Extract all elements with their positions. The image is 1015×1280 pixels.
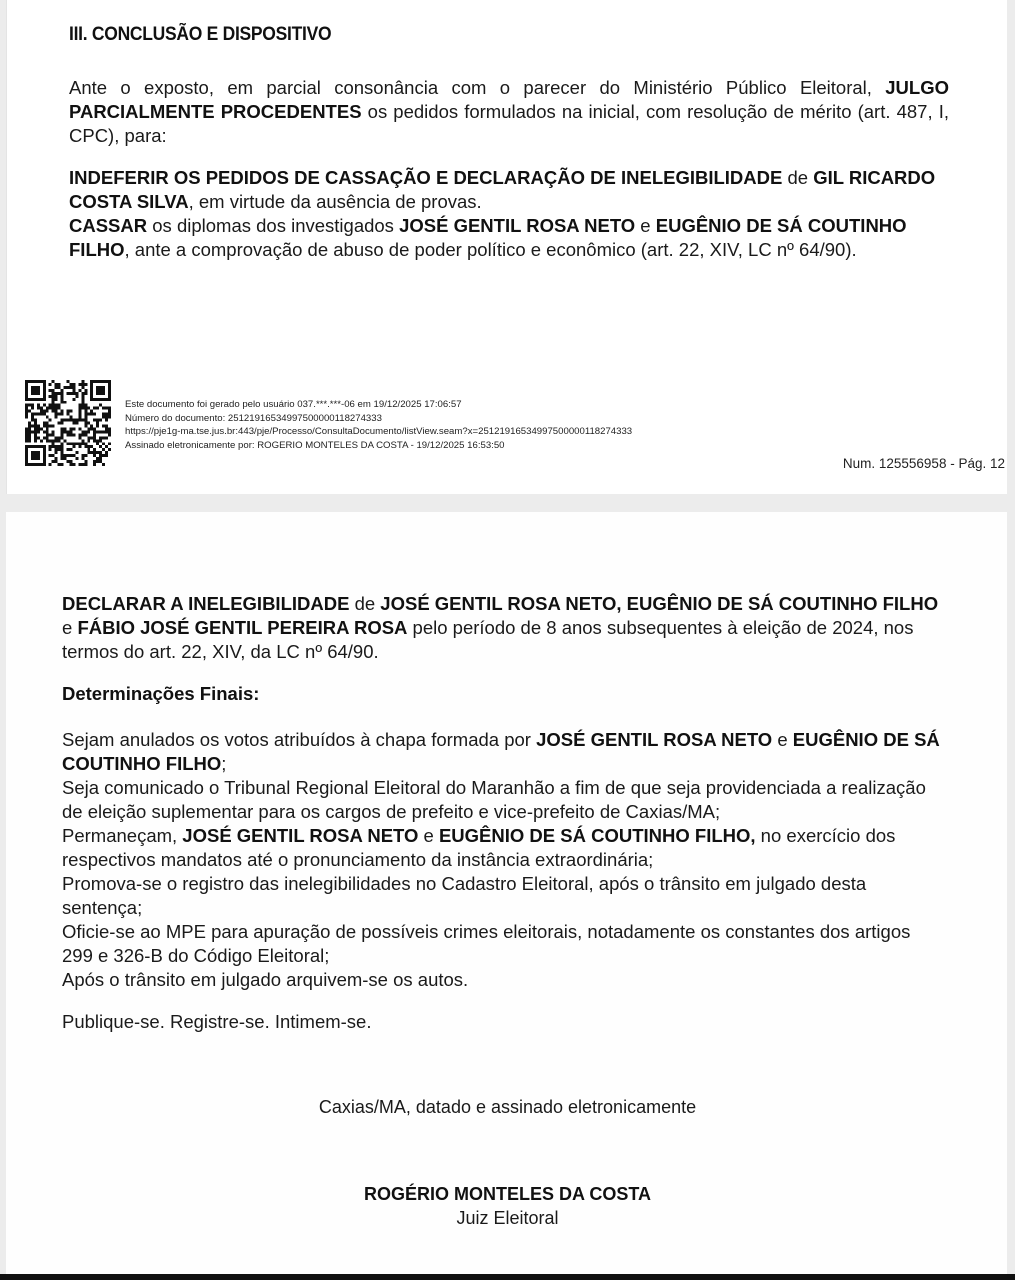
item-name: JOSÉ GENTIL ROSA NETO (536, 729, 773, 750)
publique-line: Publique-se. Registre-se. Intimem-se. (62, 1011, 372, 1032)
determinacoes-list (62, 728, 942, 992)
item-text: ; (221, 753, 227, 774)
item-text: e (418, 825, 439, 846)
disposition-cassar (69, 214, 939, 262)
determinacao-item: Após o trânsito em julgado arquivem-se os autos. (62, 969, 469, 990)
indeferir-verb: INDEFERIR OS PEDIDOS DE CASSAÇÃO E DECLARAÇÃO DE INELEGIBILIDADE (69, 167, 783, 188)
section-heading: III. CONCLUSÃO E DISPOSITIVO (69, 24, 332, 45)
cassar-verb: CASSAR (69, 215, 148, 236)
item-text: no exercício dos respectivos mandatos até o pronunciamento da instância extraordinária; (62, 825, 896, 870)
declarar-names: JOSÉ GENTIL ROSA NETO, EUGÊNIO DE SÁ COUTINHO FILHO (380, 593, 939, 614)
intro-paragraph (69, 76, 949, 148)
item-name: JOSÉ GENTIL ROSA NETO (182, 825, 419, 846)
cassar-text: os diplomas dos investigados (147, 215, 400, 236)
cassar-name-2: EUGÊNIO DE SÁ COUTINHO FILHO (69, 215, 907, 260)
document-metadata (125, 398, 632, 452)
signatory-role: Juiz Eleitoral (456, 1208, 559, 1228)
generated-by-line: Este documento foi gerado pelo usuário 037.***.***-06 em 19/12/2025 17:06:57 (125, 399, 462, 410)
bottom-edge (0, 1274, 1015, 1280)
declarar-verb: DECLARAR A INELEGIBILIDADE (62, 593, 350, 614)
declarar-text-3: pelo período de 8 anos subsequentes à eleição de 2024, nos termos do art. 22, XIV, da LC nº 64/90. (62, 617, 914, 662)
declarar-name-3: FÁBIO JOSÉ GENTIL PEREIRA ROSA (77, 617, 408, 638)
disposition-declarar (62, 592, 942, 664)
place-and-date: Caxias/MA, datado e assinado eletronicamente (318, 1097, 697, 1117)
item-text: Sejam anulados os votos atribuídos à chapa formada por (62, 729, 537, 750)
cassar-text-2: e (635, 215, 656, 236)
dispositions-block (69, 166, 939, 262)
signatory-name: ROGÉRIO MONTELES DA COSTA (363, 1184, 651, 1204)
declarar-text-2: e (62, 617, 78, 638)
item-text: e (772, 729, 793, 750)
cassar-name-1: JOSÉ GENTIL ROSA NETO (399, 215, 636, 236)
indeferir-text: de (782, 167, 814, 188)
signed-by-line: Assinado eletronicamente por: ROGERIO MONTELES DA COSTA - 19/12/2025 16:53:50 (125, 439, 505, 451)
cassar-text-3: , ante a comprovação de abuso de poder político e econômico (art. 22, XIV, LC nº 64/90). (124, 239, 857, 260)
document-number-line: Número do documento: 25121916534997500000118274333 (125, 412, 382, 424)
item-name: EUGÊNIO DE SÁ COUTINHO FILHO (62, 729, 940, 774)
intro-verdict: JULGO PARCIALMENTE PROCEDENTES (69, 77, 949, 122)
document-url-link[interactable]: https://pje1g-ma.tse.jus.br:443/pje/Processo/ConsultaDocumento/listView.seam?x=25121916534997500000118274333 (125, 426, 633, 437)
page-number: Num. 125556958 - Pág. 12 (842, 456, 1005, 471)
qr-code-icon[interactable] (23, 380, 113, 466)
determinacao-item (62, 824, 942, 872)
item-text: Permaneçam, (62, 825, 183, 846)
declarar-text: de (349, 593, 381, 614)
indeferir-name: GIL RICARDO COSTA SILVA (69, 167, 936, 212)
document-page-12 (6, 0, 1007, 494)
determinacao-item (62, 728, 942, 776)
determinacao-item: Promova-se o registro das inelegibilidades no Cadastro Eleitoral, após o trânsito em julgado desta sentença; (62, 873, 867, 918)
item-name: EUGÊNIO DE SÁ COUTINHO FILHO, (438, 825, 756, 846)
determinacoes-heading (62, 682, 942, 706)
intro-text: Ante o exposto, em parcial consonância com o parecer do Ministério Público Eleitoral, (69, 77, 886, 98)
disposition-indeferir (69, 166, 939, 214)
indeferir-text-2: , em virtude da ausência de provas. (188, 191, 482, 212)
determinacoes-title: Determinações Finais: (62, 683, 260, 704)
determinacao-item: Oficie-se ao MPE para apuração de possíveis crimes eleitorais, notadamente os constantes dos artigos 299 e 326-B do Código Eleitoral; (62, 921, 911, 966)
intro-text-2: os pedidos formulados na inicial, com resolução de mérito (art. 487, I, CPC), para: (69, 101, 949, 146)
determinacao-item: Seja comunicado o Tribunal Regional Eleitoral do Maranhão a fim de que seja providenciada a realização de eleição suplementar para os cargos de prefeito e vice-prefeito de Caxias/MA; (62, 777, 926, 822)
